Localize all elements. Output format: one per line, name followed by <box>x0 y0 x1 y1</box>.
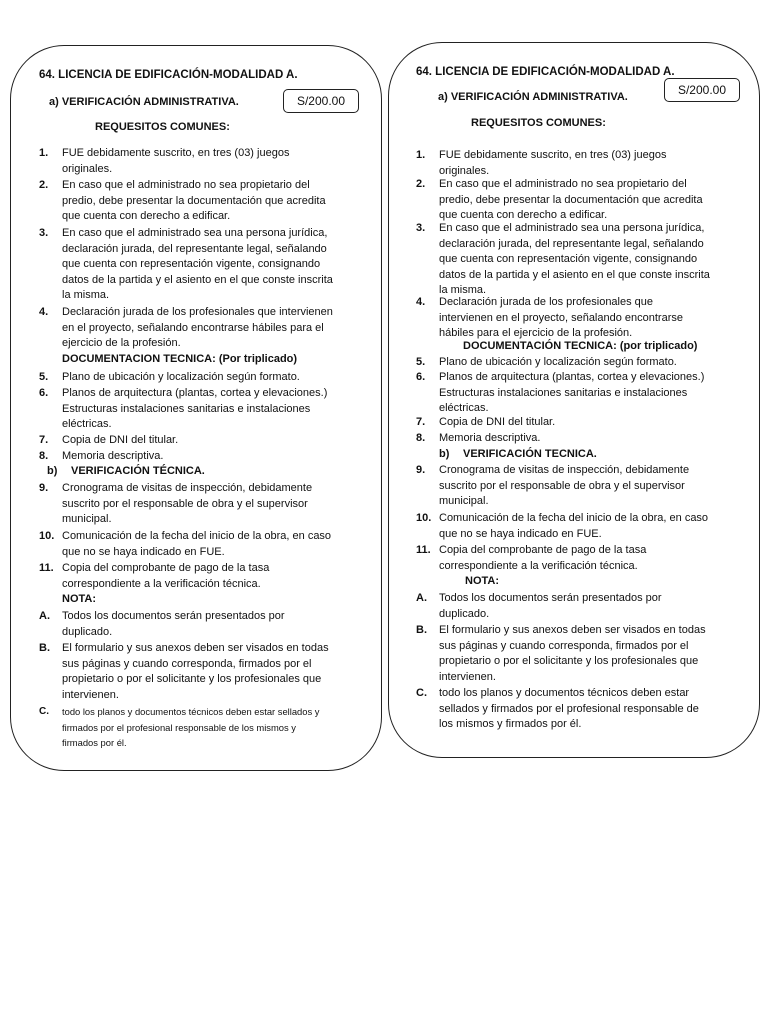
item-number: 5. <box>39 371 49 383</box>
section-a-heading: a) VERIFICACIÓN ADMINISTRATIVA. <box>49 96 239 108</box>
item-text: FUE debidamente suscrito, en tres (03) juegos originales. <box>62 147 290 175</box>
item-text: Memoria descriptiva. <box>439 432 541 444</box>
requisitos-heading: REQUESITOS COMUNES: <box>95 121 230 133</box>
item-number: 8. <box>416 432 426 444</box>
item-number: A. <box>416 592 427 604</box>
item-number: 10. <box>39 530 55 542</box>
item-text: Comunicación de la fecha del inicio de la obra, en caso que no se haya indicado en FUE. <box>439 512 709 540</box>
section-b-text: VERIFICACIÓN TECNICA. <box>463 448 597 460</box>
item-text: En caso que el administrado no sea propietario del predio, debe presentar la documentación que acredita que cuenta con derecho a edificar. <box>62 179 326 222</box>
item-text: Copia del comprobante de pago de la tasa correspondiente a la verificación técnica. <box>62 562 270 590</box>
item-number: 9. <box>416 464 426 476</box>
item-text: Cronograma de visitas de inspección, debidamente suscrito por el responsable de obra y el supervisor municipal. <box>62 482 313 525</box>
item-number: 6. <box>39 387 49 399</box>
documentacion-tecnica-heading: DOCUMENTACIÓN TECNICA: (por triplicado) <box>463 340 698 352</box>
price-box: S/200.00 <box>664 78 740 102</box>
item-text: Cronograma de visitas de inspección, debidamente suscrito por el responsable de obra y el supervisor municipal. <box>439 464 690 507</box>
right-document-card <box>388 42 760 758</box>
item-number: 3. <box>416 222 426 234</box>
item-number: 5. <box>416 356 426 368</box>
section-b-text: VERIFICACIÓN TÉCNICA. <box>71 465 205 477</box>
item-number: C. <box>39 706 49 717</box>
item-text: El formulario y sus anexos deben ser visados en todas sus páginas y cuando corresponda, firmados por el propietario o por el solicitante y los profesionales que intervienen. <box>439 624 706 683</box>
card-title: 64. LICENCIA DE EDIFICACIÓN-MODALIDAD A. <box>416 66 675 78</box>
item-text: Todos los documentos serán presentados por duplicado. <box>439 592 662 620</box>
item-text: Plano de ubicación y localización según formato. <box>439 356 677 368</box>
left-document-card <box>10 45 382 771</box>
item-number: 1. <box>416 149 426 161</box>
item-text: Todos los documentos serán presentados por duplicado. <box>62 610 285 638</box>
item-number: 6. <box>416 371 426 383</box>
item-number: 4. <box>39 306 49 318</box>
item-number: 3. <box>39 227 49 239</box>
item-text: todo los planos y documentos técnicos deben estar sellados y firmados por el profesional responsable de los mismos y firmados por él. <box>439 687 699 730</box>
item-text: Copia de DNI del titular. <box>62 434 179 446</box>
item-text: El formulario y sus anexos deben ser visados en todas sus páginas y cuando corresponda, firmados por el propietario o por el solicitante y los profesionales que intervienen. <box>62 642 329 701</box>
item-number: 8. <box>39 450 49 462</box>
item-text: En caso que el administrado sea una persona jurídica, declaración jurada, del representante legal, señalando que cuenta con representación vigente, consignando datos de la partida y el asiento en el que conste inscrita la misma. <box>62 227 333 301</box>
item-text: Memoria descriptiva. <box>62 450 164 462</box>
item-text: FUE debidamente suscrito, en tres (03) juegos originales. <box>439 149 667 177</box>
item-text: Planos de arquitectura (plantas, cortea y elevaciones.) Estructuras instalaciones sanitarias e instalaciones eléctricas. <box>62 387 328 430</box>
item-number: 7. <box>416 416 426 428</box>
card-title: 64. LICENCIA DE EDIFICACIÓN-MODALIDAD A. <box>39 69 298 81</box>
item-number: B. <box>416 624 427 636</box>
price-box: S/200.00 <box>283 89 359 113</box>
documentacion-tecnica-heading: DOCUMENTACION TECNICA: (Por triplicado) <box>62 353 298 365</box>
section-b-marker: b) <box>439 448 450 460</box>
item-text: Planos de arquitectura (plantas, cortea y elevaciones.) Estructuras instalaciones sanitarias e instalaciones eléctricas. <box>439 371 705 414</box>
item-text: En caso que el administrado no sea propietario del predio, debe presentar la documentación que acredita que cuenta con derecho a edificar. <box>439 178 703 221</box>
item-text: Declaración jurada de los profesionales que intervienen en el proyecto, señalando encontrarse hábiles para el ejercicio de la profesión. <box>439 296 683 339</box>
section-a-heading: a) VERIFICACIÓN ADMINISTRATIVA. <box>438 91 628 103</box>
item-number: 4. <box>416 296 426 308</box>
item-text: Plano de ubicación y localización según formato. <box>62 371 300 383</box>
item-number: 2. <box>416 178 426 190</box>
item-number: 9. <box>39 482 49 494</box>
nota-heading: NOTA: <box>465 575 500 587</box>
item-text: Copia del comprobante de pago de la tasa correspondiente a la verificación técnica. <box>439 544 647 572</box>
section-b-marker: b) <box>47 465 58 477</box>
item-text: Copia de DNI del titular. <box>439 416 556 428</box>
item-number: C. <box>416 687 427 699</box>
item-text: Declaración jurada de los profesionales que intervienen en el proyecto, señalando encontrarse hábiles para el ejercicio de la profesión. <box>62 306 333 349</box>
item-text: todo los planos y documentos técnicos deben estar sellados y firmados por el profesional responsable de los mismos y firmados por él. <box>62 706 320 748</box>
item-number: 2. <box>39 179 49 191</box>
item-number: B. <box>39 642 50 654</box>
item-text: Comunicación de la fecha del inicio de la obra, en caso que no se haya indicado en FUE. <box>62 530 332 558</box>
item-number: 10. <box>416 512 432 524</box>
requisitos-heading: REQUESITOS COMUNES: <box>471 117 606 129</box>
item-number: 11. <box>416 544 431 556</box>
item-number: 7. <box>39 434 49 446</box>
item-number: 1. <box>39 147 49 159</box>
nota-heading: NOTA: <box>62 593 97 605</box>
item-number: 11. <box>39 562 54 574</box>
item-number: A. <box>39 610 50 622</box>
item-text: En caso que el administrado sea una persona jurídica, declaración jurada, del representante legal, señalando que cuenta con representación vigente, consignando datos de la partida y el asiento en el que conste inscrita la misma. <box>439 222 710 296</box>
